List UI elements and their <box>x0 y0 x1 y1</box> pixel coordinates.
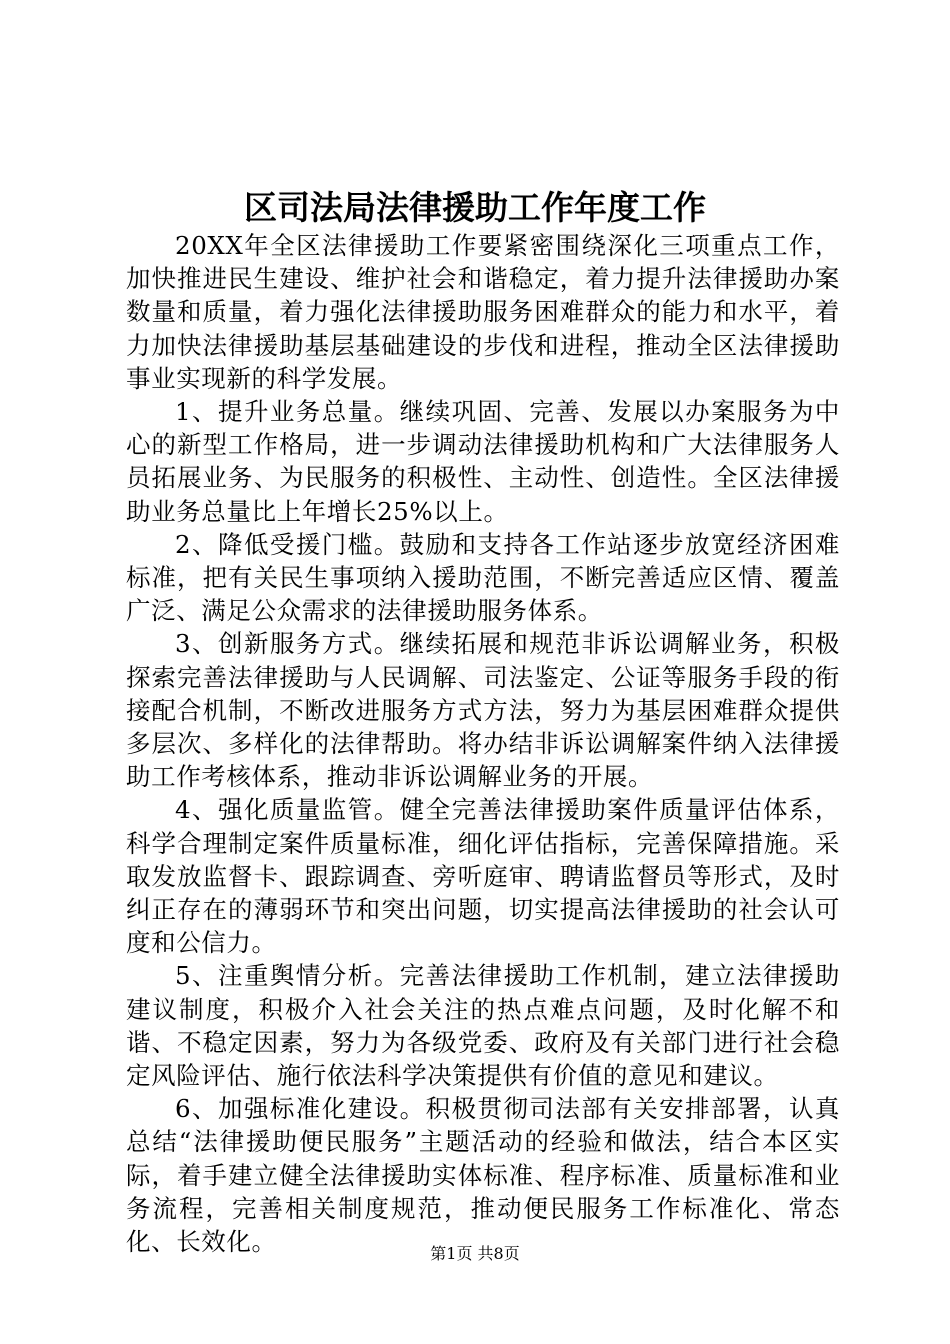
item-paragraph-4: 4、强化质量监管。健全完善法律援助案件质量评估体系，科学合理制定案件质量标准，细化评估指标，完善保障措施。采取发放监督卡、跟踪调查、旁听庭审、聘请监督员等形式，及时纠正存在的薄弱环节和突出问题，切实提高法律援助的社会认可度和公信力。 <box>126 795 840 958</box>
item-paragraph-2: 2、降低受援门槛。鼓励和支持各工作站逐步放宽经济困难标准，把有关民生事项纳入援助范围，不断完善适应区情、覆盖广泛、满足公众需求的法律援助服务体系。 <box>126 529 840 626</box>
item-paragraph-3: 3、创新服务方式。继续拓展和规范非诉讼调解业务，积极探索完善法律援助与人民调解、司法鉴定、公证等服务手段的衔接配合机制，不断改进服务方式方法，努力为基层困难群众提供多层次、多样化的法律帮助。将办结非诉讼调解案件纳入法律援助工作考核体系，推动非诉讼调解业务的开展。 <box>126 629 840 792</box>
item-paragraph-6: 6、加强标准化建设。积极贯彻司法部有关安排部署，认真总结“法律援助便民服务”主题活动的经验和做法，结合本区实际，着手建立健全法律援助实体标准、程序标准、质量标准和业务流程，完善相关制度规范，推动便民服务工作标准化、常态化、长效化。 <box>126 1094 840 1257</box>
intro-paragraph: 20XX年全区法律援助工作要紧密围绕深化三项重点工作，加快推进民生建设、维护社会和谐稳定，着力提升法律援助办案数量和质量，着力强化法律援助服务困难群众的能力和水平，着力加快法律援助基层基础建设的步伐和进程，推动全区法律援助事业实现新的科学发展。 <box>126 231 840 393</box>
item-paragraph-1: 1、提升业务总量。继续巩固、完善、发展以办案服务为中心的新型工作格局，进一步调动法律援助机构和广大法律服务人员拓展业务、为民服务的积极性、主动性、创造性。全区法律援助业务总量比上年增长25%以上。 <box>126 397 840 526</box>
document-title: 区司法局法律援助工作年度工作 <box>244 188 706 227</box>
document-body <box>126 229 840 1258</box>
page-number-footer: 第1页 共8页 <box>430 1244 520 1263</box>
item-paragraph-5: 5、注重舆情分析。完善法律援助工作机制，建立法律援助建议制度，积极介入社会关注的热点难点问题，及时化解不和谐、不稳定因素，努力为各级党委、政府及有关部门进行社会稳定风险评估、施行依法科学决策提供有价值的意见和建议。 <box>126 961 840 1091</box>
